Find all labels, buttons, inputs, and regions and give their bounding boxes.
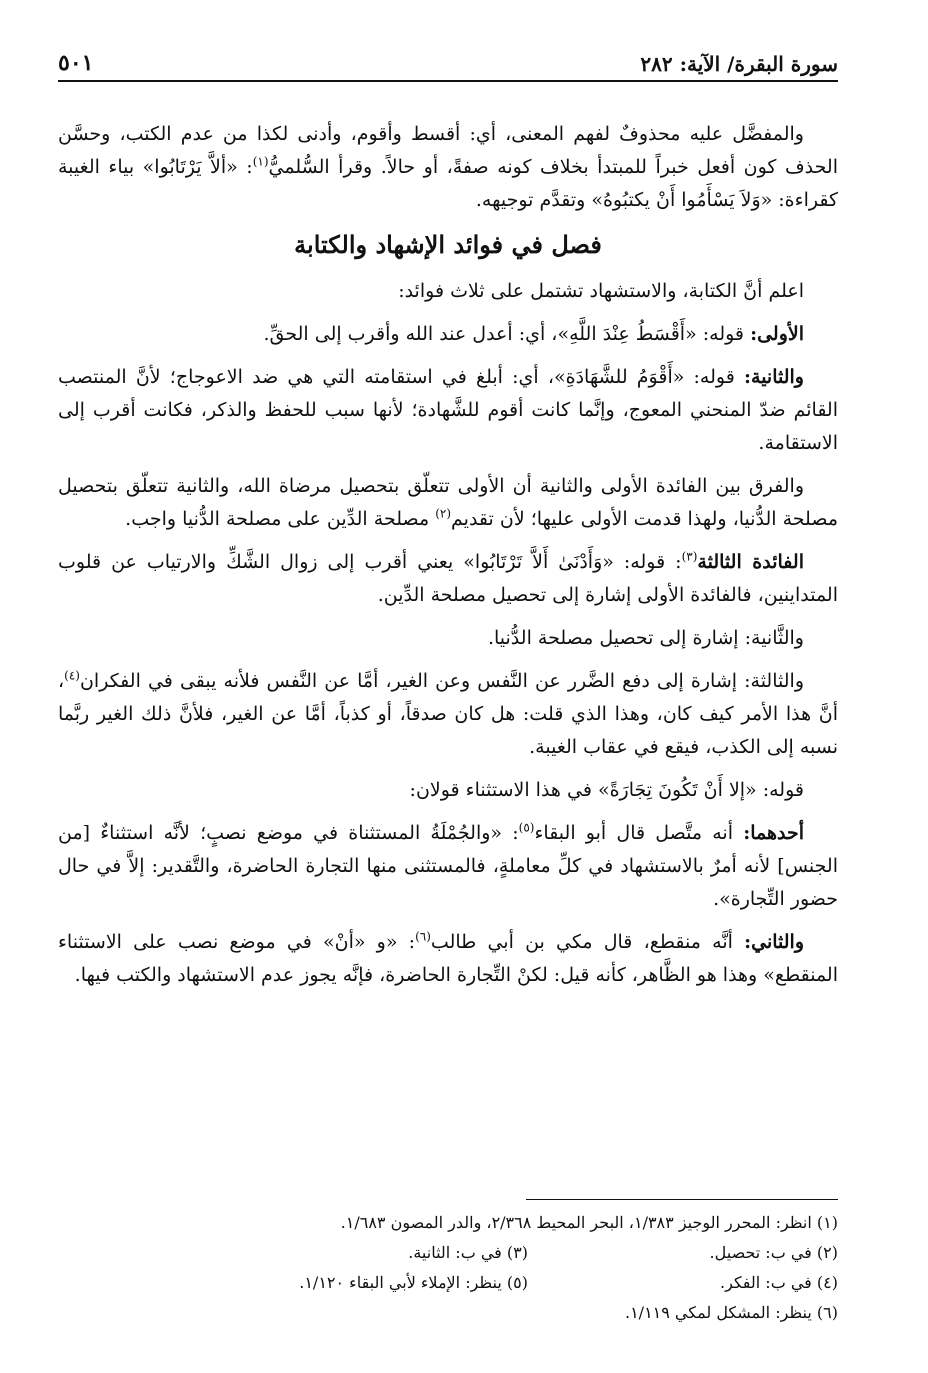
third-ref-b: ، أنَّ هذا الأمر كيف كان، وهذا الذي قلت: هل كان صدقاً، أو كذباً، أمَّا عن الغير، فلأنَّ ذلك الغير ربَّما نسبه إلى الكذب، فيقع في عقاب الغيبة. — [58, 670, 838, 758]
surah-verse-title: سورة البقرة/ الآية: ٢٨٢ — [640, 52, 838, 76]
footnote-ref-2: (٢) — [435, 506, 452, 521]
second-benefit — [58, 361, 838, 460]
paragraph-1 — [58, 118, 838, 217]
footnote-separator — [526, 1199, 838, 1200]
second-label: والثانية: — [744, 366, 804, 388]
third-ref-a: والثالثة: إشارة إلى دفع الضَّرر عن النَّفس وعن الغير، أمَّا عن النَّفس فلأنه يبقى في الفكران — [79, 670, 804, 692]
thani-label: والثاني: — [744, 931, 804, 953]
section-heading: فصل في فوائد الإشهاد والكتابة — [294, 230, 602, 259]
qawl-paragraph: قوله: «إلا أَنْ تَكُونَ تِجَارَةً» في هذا الاستثناء قولان: — [409, 779, 804, 801]
footnotes — [58, 1208, 838, 1328]
footnote-row-4 — [58, 1298, 838, 1328]
thani-b: : «و «أنْ» في موضع نصب على الاستثناء المنقطع» وهذا هو الظَّاهر، كأنه قيل: لكنْ التِّجارة الحاضرة، فإنَّه يجوز عدم الاستشهاد والكتب فيها. — [58, 931, 838, 986]
second-opinion — [58, 926, 838, 992]
difference-paragraph — [58, 470, 838, 536]
third-label: الفائدة الثالثة — [697, 551, 804, 573]
footnote-3: (٣) في ب: الثانية. — [408, 1243, 528, 1262]
ahad-b: : «والجُمْلَةُ المستثناة في موضع نصبٍ؛ لأنَّه استثناءٌ [من الجنس] لأنه أمرٌ بالاستشهاد في كلِّ معاملةٍ، فالمستثنى منها التجارة الحاضرة، والتَّقدير: إلاَّ في حال حضور التِّجارة». — [58, 822, 838, 910]
third-text: : قوله: «وَأَدْنَىٰ أَلاَّ تَرْتَابُوا» يعني أقرب إلى زوال الشَّكِّ والارتياب عن قلوب المتداينين، فالفائدة الأولى إشارة إلى تحصيل مصلحة الدِّين. — [58, 551, 838, 606]
footnote-ref-4: (٤) — [64, 668, 80, 683]
footnote-ref-6: (٦) — [415, 929, 431, 944]
footnote-2: (٢) في ب: تحصيل. — [709, 1243, 838, 1262]
first-opinion — [58, 817, 838, 916]
footnote-4: (٤) في ب: الفكر. — [720, 1273, 838, 1292]
first-benefit — [58, 318, 838, 351]
footnote-ref-3: (٣) — [681, 549, 698, 564]
second-reference: والثَّانية: إشارة إلى تحصيل مصلحة الدُّنيا. — [487, 627, 804, 649]
ahad-label: أحدهما: — [743, 822, 804, 844]
p1-end: : «ألاَّ يَرْتَابُوا» بياء الغيبة كقراءة: «وَلاَ يَسْأَمُوا أَنْ يكتبُوهُ» وتقدَّم توجيهه. — [58, 156, 838, 211]
footnote-row-2 — [58, 1238, 838, 1268]
second-text: قوله: «أَقْوَمُ للشَّهَادَةِ»، أي: أبلغ في استقامته التي هي ضد الاعوجاج؛ لأنَّ المنتصب القائم ضدّ المنحني المعوج، وإنَّما كانت أقوم للشَّهادة؛ لأنها سبب للحفظ والذكر، فكانت أقرب إلى الاستقامة. — [58, 366, 838, 454]
third-benefit — [58, 546, 838, 612]
footnote-ref-5: (٥) — [518, 820, 535, 835]
p1-text: والمفضَّل عليه محذوفٌ لفهم المعنى، أي: أقسط وأقوم، وأدنى لكذا من عدم الكتب، وحسَّن الحذف كون أفعل خبراً للمبتدأ بخلاف كونه صفةً، أو حالاً. وقرأ السُّلميُّ — [58, 123, 838, 178]
page-number: ٥٠١ — [58, 50, 94, 76]
footnote-row-1 — [58, 1208, 838, 1238]
footnote-1: (١) انظر: المحرر الوجيز ١/٣٨٣، البحر المحيط ٢/٣٦٨، والدر المصون ١/٦٨٣. — [340, 1213, 838, 1232]
footnote-5: (٥) ينظر: الإملاء لأبي البقاء ١/١٢٠. — [299, 1273, 528, 1292]
diff-end: مصلحة الدِّين على مصلحة الدُّنيا واجب. — [125, 508, 436, 530]
first-label: الأولى: — [750, 323, 804, 345]
third-reference — [58, 665, 838, 764]
footnote-6: (٦) ينظر: المشكل لمكي ١/١١٩. — [624, 1303, 838, 1322]
footnote-ref-1: (١) — [252, 154, 269, 169]
ahad-a: أنه متَّصل قال أبو البقاء — [534, 822, 744, 844]
intro-paragraph: اعلم أنَّ الكتابة، والاستشهاد تشتمل على ثلاث فوائد: — [398, 280, 804, 302]
running-header — [58, 36, 838, 82]
first-text: قوله: «أَقْسَطُ عِنْدَ اللَّهِ»، أي: أعدل عند الله وأقرب إلى الحقِّ. — [263, 323, 751, 345]
book-page — [58, 28, 838, 1358]
thani-a: أنَّه منقطع، قال مكي بن أبي طالب — [430, 931, 745, 953]
main-text — [58, 118, 838, 1002]
footnote-row-3 — [58, 1268, 838, 1298]
diff-text: والفرق بين الفائدة الأولى والثانية أن الأولى تتعلّق بتحصيل مرضاة الله، والثانية تتعلّق بتحصيل مصلحة الدُّنيا، ولهذا قدمت الأولى عليها؛ لأن تقديم — [58, 475, 838, 530]
